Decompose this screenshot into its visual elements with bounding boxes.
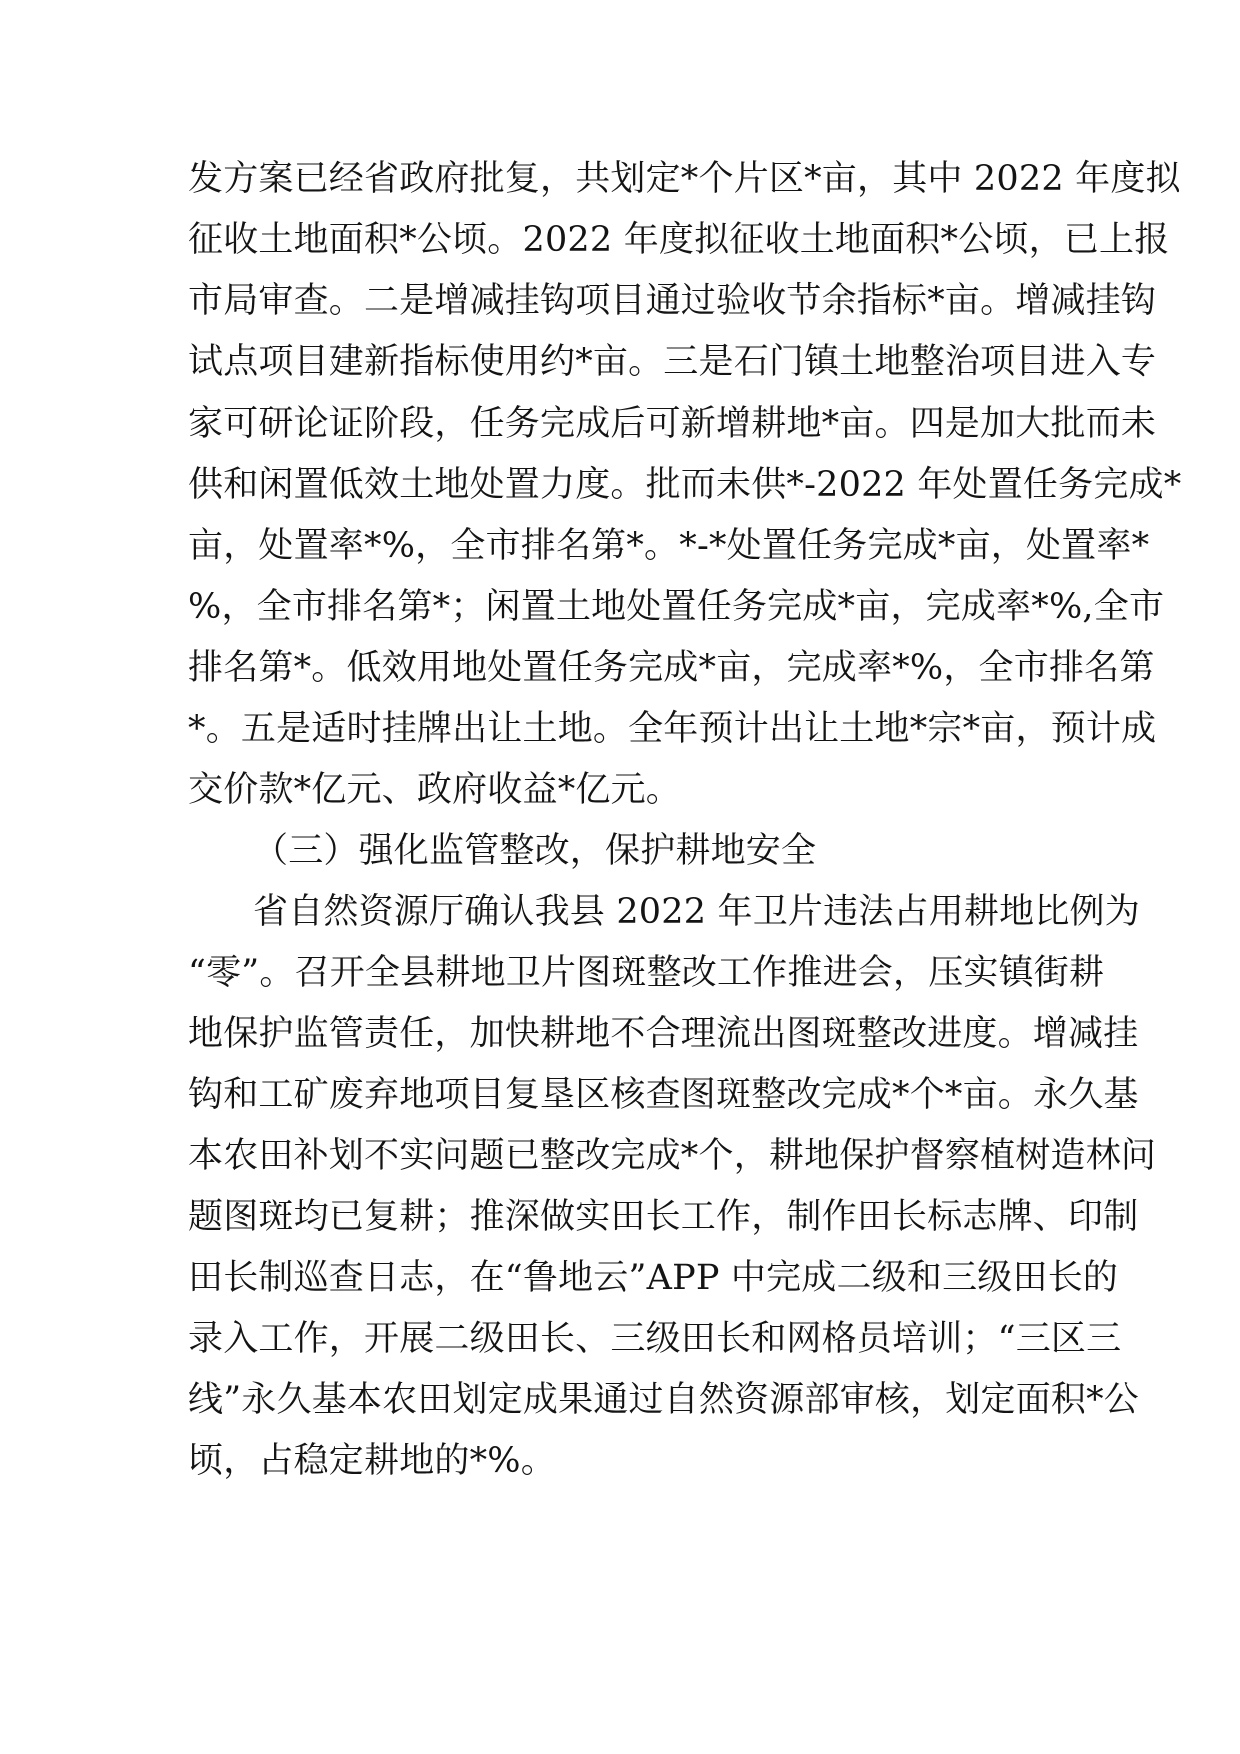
paragraph-1-line-1: 发方案已经省政府批复，共划定*个片区*亩，其中 2022 年度拟 — [188, 159, 1181, 199]
paragraph-1-line-7: 亩，处置率*%，全市排名第*。*-*处置任务完成*亩，处置率* — [188, 526, 1150, 566]
paragraph-1-line-2: 征收土地面积*公顷。2022 年度拟征收土地面积*公顷，已上报 — [188, 220, 1170, 260]
paragraph-2-line-9: 线”永久基本农田划定成果通过自然资源部审核，划定面积*公 — [188, 1380, 1139, 1420]
paragraph-1-line-4: 试点项目建新指标使用约*亩。三是石门镇土地整治项目进入专 — [188, 342, 1157, 382]
paragraph-2-line-2: “零”。召开全县耕地卫片图斑整改工作推进会，压实镇街耕 — [188, 953, 1105, 993]
paragraph-1-line-5: 家可研论证阶段，任务完成后可新增耕地*亩。四是加大批而未 — [188, 404, 1157, 444]
paragraph-1-line-8: %，全市排名第*；闲置土地处置任务完成*亩，完成率*%,全市 — [188, 587, 1165, 627]
paragraph-2-line-7: 田长制巡查日志，在“鲁地云”APP 中完成二级和三级田长的 — [188, 1258, 1119, 1298]
paragraph-2-line-3: 地保护监管责任，加快耕地不合理流出图斑整改进度。增减挂 — [188, 1014, 1139, 1054]
paragraph-2-line-10: 顷，占稳定耕地的*%。 — [188, 1441, 556, 1481]
section-heading: （三）强化监管整改，保护耕地安全 — [253, 831, 817, 871]
paragraph-2-line-8: 录入工作，开展二级田长、三级田长和网格员培训；“三区三 — [188, 1319, 1122, 1359]
paragraph-1-line-6: 供和闲置低效土地处置力度。批而未供*-2022 年处置任务完成* — [188, 465, 1182, 505]
paragraph-2-line-1: 省自然资源厅确认我县 2022 年卫片违法占用耕地比例为 — [253, 892, 1140, 932]
paragraph-1-line-11: 交价款*亿元、政府收益*亿元。 — [188, 770, 682, 810]
paragraph-1-line-9: 排名第*。低效用地处置任务完成*亩，完成率*%，全市排名第 — [188, 648, 1155, 688]
paragraph-1-line-3: 市局审查。二是增减挂钩项目通过验收节余指标*亩。增减挂钩 — [188, 281, 1157, 321]
paragraph-2-line-5: 本农田补划不实问题已整改完成*个，耕地保护督察植树造林问 — [188, 1136, 1157, 1176]
paragraph-2-line-6: 题图斑均已复耕；推深做实田长工作，制作田长标志牌、印制 — [188, 1197, 1139, 1237]
paragraph-2-line-4: 钩和工矿废弃地项目复垦区核查图斑整改完成*个*亩。永久基 — [188, 1075, 1139, 1115]
paragraph-1-line-10: *。五是适时挂牌出让土地。全年预计出让土地*宗*亩，预计成 — [188, 709, 1157, 749]
